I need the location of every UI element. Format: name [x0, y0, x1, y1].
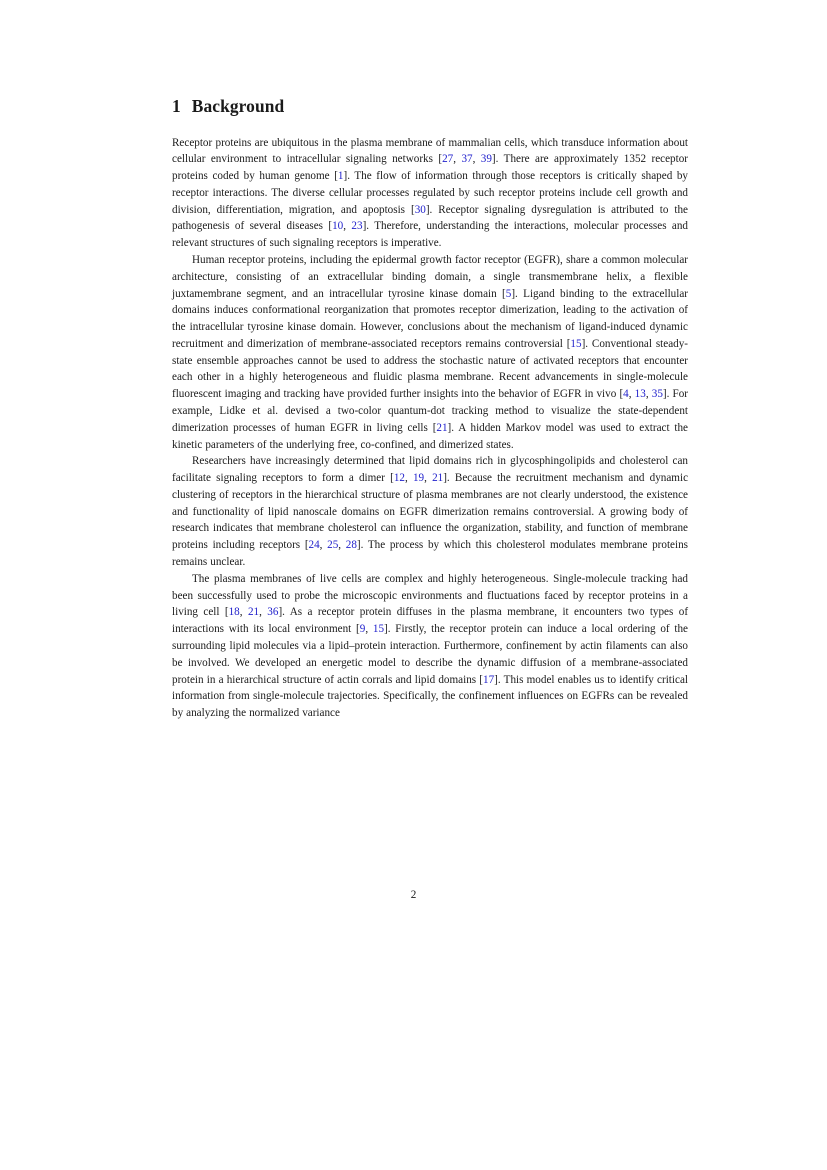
- citation-link[interactable]: 21: [247, 606, 260, 619]
- citation-link[interactable]: 9: [359, 623, 366, 636]
- citation-bracket: ,: [628, 388, 635, 401]
- citation-link[interactable]: 4: [623, 388, 629, 401]
- citation-bracket: [: [502, 287, 506, 300]
- citation-bracket: ,: [453, 153, 462, 166]
- text-run: Researchers have increasingly determined that lipid domains rich in glycosphingolipids and cholesterol can facilitate signaling receptors to form a dimer: [172, 455, 688, 485]
- text-run: . Receptor signaling dysregulation is attributed to the pathogenesis of several diseases: [172, 203, 688, 233]
- citation-link[interactable]: 10: [332, 220, 344, 233]
- citation-bracket: [: [479, 673, 484, 686]
- citation-link[interactable]: 23: [351, 220, 363, 233]
- citation-bracket: ,: [259, 606, 268, 619]
- citation-bracket: [: [328, 220, 333, 233]
- para-human-receptor-proteins: [172, 252, 688, 453]
- para-researchers-lipid-domains: [172, 453, 688, 570]
- citation-link[interactable]: 27: [442, 153, 454, 166]
- text-run: . Firstly, the receptor protein can induce a local ordering of the surrounding lipid molecules via a lipid–protein interaction. Furthermore, confinement by actin filaments can also be involved. We developed an energetic model to describe the dynamic diffusion of a membrane-associated protein in a hierarchical structure of actin corrals and lipid domains: [172, 623, 688, 686]
- text-run: . The flow of information through those receptors is critically shaped by receptor interactions. The diverse cellular processes regulated by such receptor proteins include cell growth and division, differentiation, migration, and apoptosis: [172, 170, 689, 216]
- citation-link[interactable]: 36: [267, 606, 279, 619]
- citation-bracket: ]: [425, 203, 430, 216]
- para-plasma-membranes: [172, 571, 688, 722]
- citation-bracket: ,: [338, 539, 346, 552]
- citation-link[interactable]: 17: [483, 673, 495, 686]
- text-run: . This model enables us to identify critical information from single-molecule trajectories. Specifically, the confinement influences on EGFRs can be revealed by analyzing the normalized variance: [172, 673, 688, 720]
- citation-bracket: ]: [384, 623, 388, 636]
- text-run: . Because the recruitment mechanism and dynamic clustering of receptors in the hierarchical structure of plasma membranes are not clearly understood, the existence and functionality of lipid nanoscale domains on EGFR dimerization remains controversial. A growing body of research indicates that membrane cholesterol can influence the organization, stability, and function of membrane proteins including receptors: [172, 472, 689, 552]
- text-run: . There are approximately 1352 receptor proteins coded by human genome: [172, 153, 688, 183]
- citation-link[interactable]: 37: [461, 153, 473, 166]
- citation-link[interactable]: 15: [570, 337, 582, 350]
- text-run: . The process by which this cholesterol modulates membrane proteins remains unclear.: [172, 539, 689, 569]
- citation-bracket: [: [566, 337, 571, 350]
- citation-link[interactable]: 25: [327, 539, 339, 552]
- text-run: . For example, Lidke et al. devised a two-color quantum-dot tracking method to visualize the state-dependent dimerization processes of human EGFR in living cells: [172, 388, 689, 434]
- citation-bracket: [: [304, 539, 309, 552]
- citation-bracket: ]: [356, 539, 361, 552]
- citation-bracket: [: [619, 388, 624, 401]
- text-run: Receptor proteins are ubiquitous in the plasma membrane of mammalian cells, which transduce information about cellular environment to intracellular signaling networks: [172, 136, 688, 166]
- citation-bracket: ]: [447, 421, 452, 434]
- citation-bracket: [: [432, 421, 437, 434]
- citation-bracket: ,: [424, 472, 433, 485]
- citation-link[interactable]: 18: [228, 606, 240, 619]
- citation-link[interactable]: 1: [337, 170, 344, 183]
- page-number: 2: [410, 889, 417, 901]
- page-title: [172, 96, 688, 116]
- citation-bracket: ]: [491, 153, 496, 166]
- section-title: Background: [191, 96, 285, 116]
- citation-link[interactable]: 35: [651, 388, 663, 401]
- text-run: . Conventional steady-state ensemble approaches cannot be used to address the stochastic nature of activated receptors that encounter each other in a highly heterogeneous and fluidic plasma membrane. Recent advancements in single-molecule fluorescent imaging and tracking have provided further insights into the behavior of EGFR in vivo: [172, 337, 688, 401]
- citation-bracket: [: [410, 203, 415, 216]
- citation-link[interactable]: 28: [345, 539, 357, 552]
- para-receptor-proteins: [172, 135, 688, 252]
- citation-bracket: [: [334, 170, 338, 183]
- citation-link[interactable]: 12: [393, 472, 405, 485]
- text-run: . A hidden Markov model was used to extract the kinetic parameters of the underlying free, co-confined, and dimerized states.: [172, 421, 688, 451]
- citation-bracket: ,: [645, 388, 652, 401]
- citation-bracket: ]: [581, 337, 586, 350]
- citation-bracket: [: [356, 623, 360, 636]
- text-run: Human receptor proteins, including the epidermal growth factor receptor (EGFR), share a common molecular architecture, consisting of an extracellular binding domain, a single transmembrane helix, a flexible juxtamembrane segment, and an intracellular tyrosine kinase domain: [172, 253, 688, 300]
- citation-bracket: [: [224, 606, 229, 619]
- citation-bracket: ]: [494, 673, 498, 686]
- section-number: 1: [172, 96, 181, 116]
- citation-bracket: ]: [343, 170, 348, 183]
- citation-bracket: ,: [319, 539, 328, 552]
- text-run: . As a receptor protein diffuses in the plasma membrane, it encounters two types of interactions with its local environment: [172, 606, 689, 636]
- citation-bracket: ]: [662, 388, 667, 401]
- citation-bracket: ,: [404, 472, 413, 485]
- text-run: . Therefore, understanding the interactions, molecular processes and relevant structures of such signaling receptors is imperative.: [172, 220, 688, 250]
- citation-bracket: ]: [278, 606, 283, 619]
- citation-link[interactable]: 15: [372, 623, 385, 636]
- citation-link[interactable]: 21: [432, 472, 444, 485]
- citation-bracket: ]: [511, 287, 516, 300]
- page-content: [172, 96, 688, 722]
- citation-bracket: ,: [365, 623, 373, 636]
- citation-bracket: [: [438, 153, 443, 166]
- citation-link[interactable]: 13: [634, 388, 646, 401]
- citation-bracket: ,: [343, 220, 352, 233]
- text-run: The plasma membranes of live cells are complex and highly heterogeneous. Single-molecule tracking had been successfully used to probe the microscopic environments and fluctuations faced by receptor proteins in a living cell: [172, 572, 688, 619]
- citation-link[interactable]: 21: [436, 421, 448, 434]
- citation-bracket: ]: [362, 220, 367, 233]
- citation-bracket: ,: [239, 606, 248, 619]
- citation-link[interactable]: 24: [308, 539, 320, 552]
- citation-link[interactable]: 30: [414, 203, 426, 216]
- citation-link[interactable]: 5: [505, 287, 512, 300]
- citation-link[interactable]: 19: [412, 472, 425, 485]
- citation-bracket: ,: [472, 153, 481, 166]
- citation-link[interactable]: 39: [480, 153, 492, 166]
- citation-bracket: [: [390, 472, 394, 485]
- body-text: [172, 135, 688, 722]
- citation-bracket: ]: [443, 472, 447, 485]
- text-run: . Ligand binding to the extracellular domains induces conformational reorganization that promotes receptor dimerization, leading to the activation of the intracellular tyrosine kinase domain. However, conclusions about the mechanism of ligand-induced dynamic recruitment and dimerization of membrane-associated receptors remains controversial: [172, 287, 688, 350]
